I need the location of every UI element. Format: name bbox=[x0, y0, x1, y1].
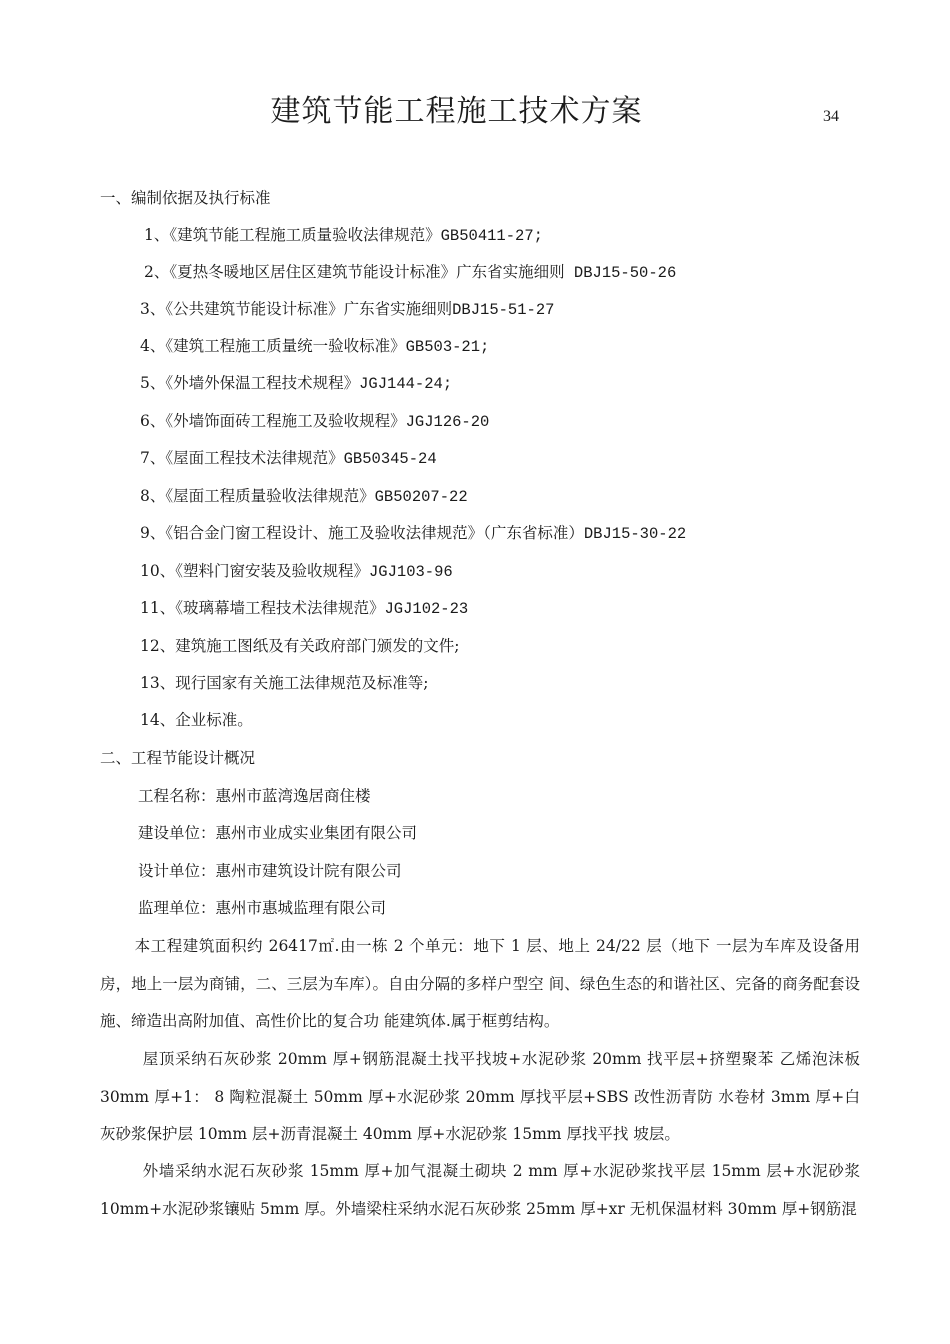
reference-item: 11、《玻璃幕墙工程技术法律规范》JGJ102-23 bbox=[140, 599, 469, 618]
reference-item: 2、《夏热冬暖地区居住区建筑节能设计标准》广东省实施细则 DBJ15-50-26 bbox=[144, 263, 677, 282]
document-title: 建筑节能工程施工技术方案 bbox=[270, 94, 643, 129]
overview-paragraph: 本工程建筑面积约 26417㎡.由一栋 2 个单元：地下 1 层、地上 24/22 层（地下 一层为车库及设备用房，地上一层为商铺，二、三层为车库）。自由分隔的多样户型空 间、绿色生态的和谐社区、完备的商务配套设施、缔造出高附加值、高性价比的复合功 能建筑体.属于框剪结构。 bbox=[100, 937, 860, 1030]
section-heading-2: 二、工程节能设计概况 bbox=[100, 749, 256, 767]
reference-item: 12、建筑施工图纸及有关政府部门颁发的文件; bbox=[140, 637, 460, 655]
page-number: 34 bbox=[823, 108, 839, 125]
section-heading-1: 一、编制依据及执行标准 bbox=[100, 189, 271, 207]
reference-item: 3、《公共建筑节能设计标准》广东省实施细则DBJ15-51-27 bbox=[140, 300, 555, 319]
design-unit: 设计单位：惠州市建筑设计院有限公司 bbox=[138, 862, 402, 880]
construction-unit: 建设单位：惠州市业成实业集团有限公司 bbox=[138, 824, 418, 842]
supervision-unit: 监理单位：惠州市惠城监理有限公司 bbox=[138, 899, 387, 917]
wall-paragraph: 外墙采纳水泥石灰砂浆 15mm 厚+加气混凝土砌块 2 mm 厚+水泥砂浆找平层 15mm 层+水泥砂浆 10mm+水泥砂浆镶贴 5mm 厚。外墙梁柱采纳水泥石灰砂浆 25mm 厚+xr 无机保温材料 30mm 厚+钢筋混 bbox=[100, 1162, 860, 1218]
reference-item: 14、企业标准。 bbox=[140, 711, 253, 729]
reference-item: 13、现行国家有关施工法律规范及标准等; bbox=[140, 674, 429, 692]
reference-item: 5、《外墙外保温工程技术规程》JGJ144-24; bbox=[140, 374, 453, 393]
project-name: 工程名称：惠州市蓝湾逸居商住楼 bbox=[138, 787, 371, 805]
reference-item: 6、《外墙饰面砖工程施工及验收规程》JGJ126-20 bbox=[140, 412, 490, 431]
roof-paragraph: 屋顶采纳石灰砂浆 20mm 厚+钢筋混凝土找平找坡+水泥砂浆 20mm 找平层+挤塑聚苯 乙烯泡沫板 30mm 厚+1： 8 陶粒混凝土 50mm 厚+水泥砂浆 20mm 厚找平层+SBS 改性沥青防 水卷材 3mm 厚+白灰砂浆保护层 10mm 层+沥青混凝土 40mm 厚+水泥砂浆 15mm 厚找平找 坡层。 bbox=[100, 1050, 860, 1143]
reference-item: 8、《屋面工程质量验收法律规范》GB50207-22 bbox=[140, 487, 468, 506]
reference-item: 9、《铝合金门窗工程设计、施工及验收法律规范》（广东省标准）DBJ15-30-22 bbox=[140, 524, 687, 543]
reference-item: 7、《屋面工程技术法律规范》GB50345-24 bbox=[140, 449, 437, 468]
reference-item: 10、《塑料门窗安装及验收规程》JGJ103-96 bbox=[140, 562, 453, 581]
reference-item: 1、《建筑节能工程施工质量验收法律规范》GB50411-27; bbox=[144, 226, 543, 245]
reference-item: 4、《建筑工程施工质量统一验收标准》GB503-21; bbox=[140, 337, 490, 356]
